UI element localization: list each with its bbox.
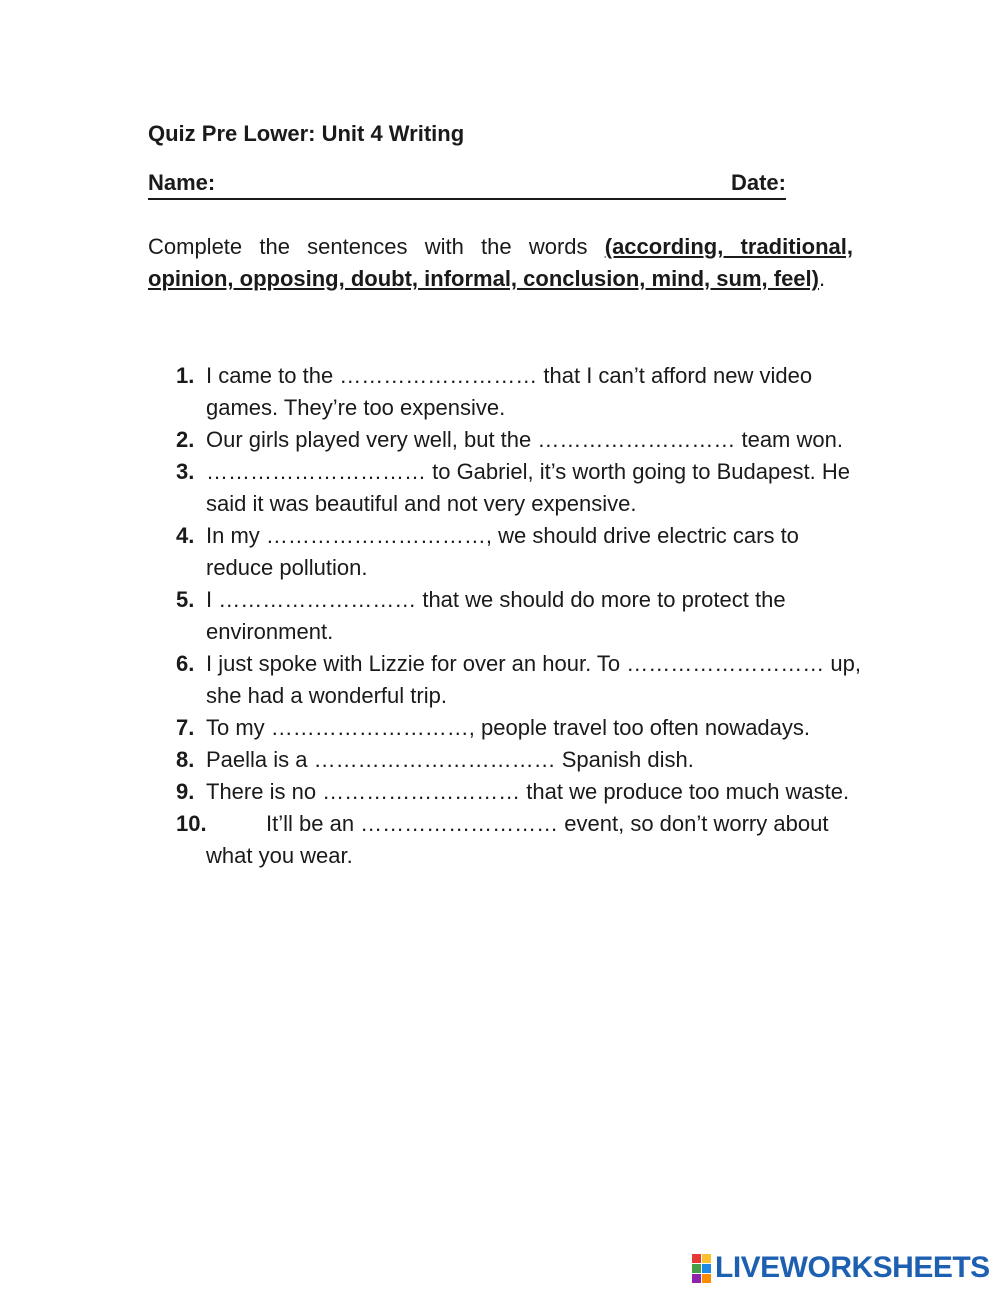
question-text: It’ll be an ……………………… event, so don’t worry about <box>266 811 829 836</box>
question-number: 6. <box>176 651 195 676</box>
question-number: 4. <box>176 523 195 548</box>
question-number: 1. <box>176 363 195 388</box>
question-text-continued: what you wear. <box>206 843 353 868</box>
question-text: Our girls played very well, but the ……………………… team won. <box>206 427 843 452</box>
instructions-end: . <box>818 266 826 291</box>
question-item <box>176 712 866 744</box>
question-number: 2. <box>176 427 195 452</box>
question-number: 3. <box>176 459 195 484</box>
question-number: 8. <box>176 747 195 772</box>
question-list <box>176 360 866 872</box>
question-text: To my ………………………, people travel too often nowadays. <box>206 715 811 740</box>
question-text: ………………………… to Gabriel, it’s worth going to Budapest. He said it was beautiful and not very expensive. <box>206 459 850 516</box>
question-item <box>176 456 866 520</box>
name-label: Name: <box>148 170 216 195</box>
question-text: I just spoke with Lizzie for over an hour. To ……………………… up, she had a wonderful trip. <box>206 651 861 708</box>
question-item <box>176 808 866 872</box>
logo-block <box>692 1274 701 1283</box>
question-number: 7. <box>176 715 195 740</box>
question-number: 9. <box>176 779 195 804</box>
liveworksheets-logo <box>692 1253 990 1283</box>
instructions <box>148 231 853 295</box>
question-item <box>176 648 866 712</box>
logo-blocks-icon <box>692 1254 711 1283</box>
name-date-line <box>148 170 786 200</box>
question-text: I came to the ……………………… that I can’t afford new video games. They’re too expensive. <box>206 363 813 420</box>
question-text: There is no ……………………… that we produce too much waste. <box>206 779 850 804</box>
question-item <box>176 424 866 456</box>
question-item <box>176 520 866 584</box>
word-bank: (according, traditional, opinion, opposing, doubt, informal, conclusion, mind, sum, feel) <box>148 234 853 291</box>
question-text: I ……………………… that we should do more to protect the environment. <box>206 587 786 644</box>
instructions-intro: Complete the sentences with the words <box>148 234 605 259</box>
question-text: Paella is a …………………………… Spanish dish. <box>206 747 694 772</box>
page-title: Quiz Pre Lower: Unit 4 Writing <box>148 121 465 146</box>
question-item <box>176 360 866 424</box>
logo-block <box>702 1254 711 1263</box>
logo-block <box>692 1264 701 1273</box>
question-number: 5. <box>176 587 195 612</box>
date-label: Date: <box>730 170 786 195</box>
question-number: 10. <box>176 811 207 836</box>
logo-text: LIVEWORKSHEETS <box>715 1251 990 1284</box>
question-item <box>176 744 866 776</box>
logo-block <box>692 1254 701 1263</box>
question-text: In my …………………………, we should drive electric cars to reduce pollution. <box>206 523 799 580</box>
logo-block <box>702 1274 711 1283</box>
question-item <box>176 776 866 808</box>
question-item <box>176 584 866 648</box>
logo-block <box>702 1264 711 1273</box>
